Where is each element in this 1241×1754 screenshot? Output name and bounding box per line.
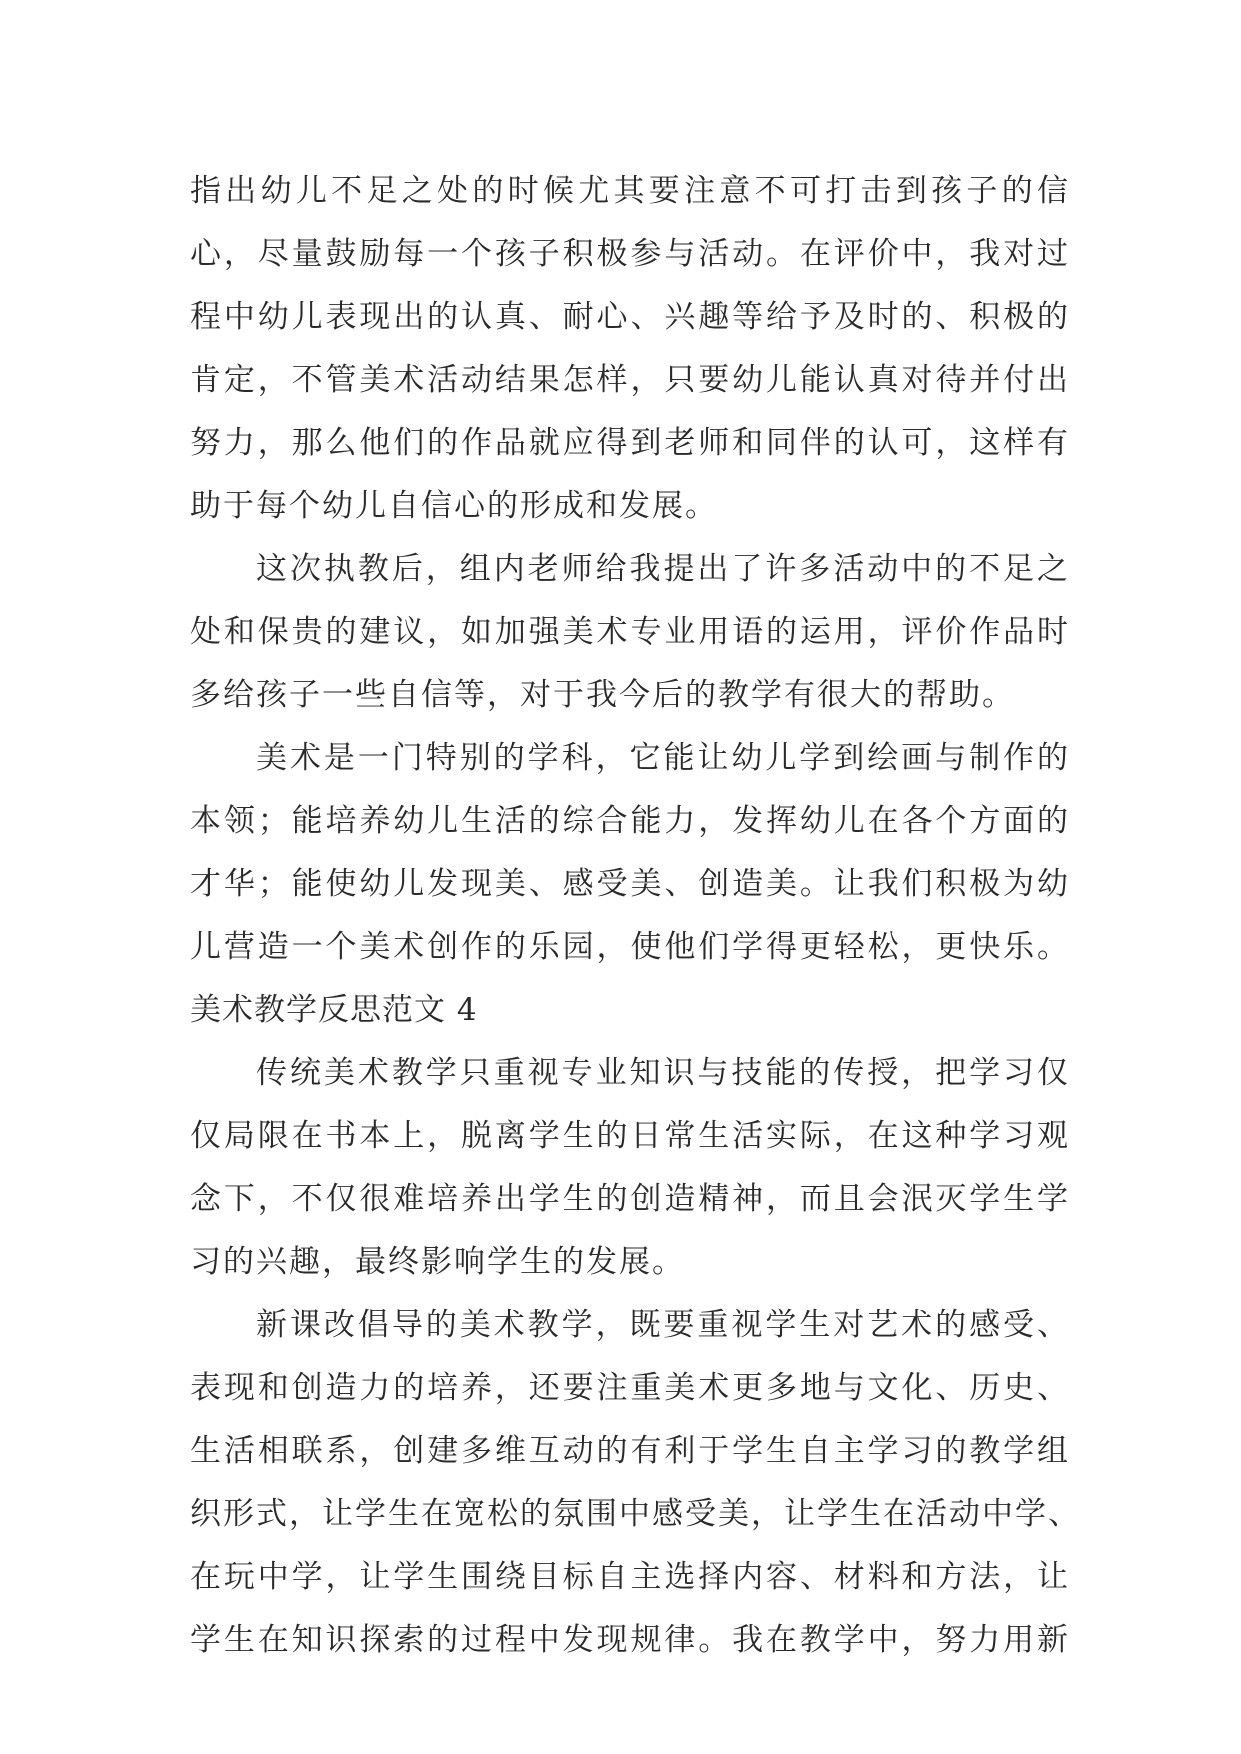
paragraph-first-line: 这次执教后，组内老师给我提出了许多活动中的不足之 [256,551,1070,587]
text-line: 心，尽量鼓励每一个孩子积极参与活动。在评价中，我对过 [190,236,1070,272]
text-line: 努力，那么他们的作品就应得到老师和同伴的认可，这样有 [190,425,1070,461]
text-line: 助于每个幼儿自信心的形成和发展。 [190,488,718,524]
section-heading: 美术教学反思范文 4 [190,992,478,1028]
text-line: 表现和创造力的培养，还要注重美术更多地与文化、历史、 [190,1370,1070,1406]
text-line: 念下，不仅很难培养出学生的创造精神，而且会泯灭学生学 [190,1181,1070,1217]
text-line: 仅局限在书本上，脱离学生的日常生活实际，在这种学习观 [190,1118,1070,1154]
text-line: 儿营造一个美术创作的乐园，使他们学得更轻松，更快乐。 [190,929,1070,965]
text-line: 程中幼儿表现出的认真、耐心、兴趣等给予及时的、积极的 [190,299,1070,335]
text-line: 才华；能使幼儿发现美、感受美、创造美。让我们积极为幼 [190,866,1070,902]
text-line: 织形式，让学生在宽松的氛围中感受美，让学生在活动中学、 [190,1496,1081,1532]
paragraph-first-line: 新课改倡导的美术教学，既要重视学生对艺术的感受、 [256,1307,1070,1343]
text-line: 习的兴趣，最终影响学生的发展。 [190,1244,685,1280]
paragraph-first-line: 传统美术教学只重视专业知识与技能的传授，把学习仅 [256,1055,1070,1091]
text-line: 指出幼儿不足之处的时候尤其要注意不可打击到孩子的信 [190,173,1070,209]
text-line: 本领；能培养幼儿生活的综合能力，发挥幼儿在各个方面的 [190,803,1070,839]
document-body [190,160,1081,1672]
text-line: 肯定，不管美术活动结果怎样，只要幼儿能认真对待并付出 [190,362,1070,398]
text-line: 生活相联系，创建多维互动的有利于学生自主学习的教学组 [190,1433,1070,1469]
text-line: 学生在知识探索的过程中发现规律。我在教学中，努力用新 [190,1622,1070,1658]
text-line: 处和保贵的建议，如加强美术专业用语的运用，评价作品时 [190,614,1070,650]
paragraph-first-line: 美术是一门特别的学科，它能让幼儿学到绘画与制作的 [256,740,1070,776]
text-line: 多给孩子一些自信等，对于我今后的教学有很大的帮助。 [190,677,1015,713]
text-line: 在玩中学，让学生围绕目标自主选择内容、材料和方法，让 [190,1559,1070,1595]
